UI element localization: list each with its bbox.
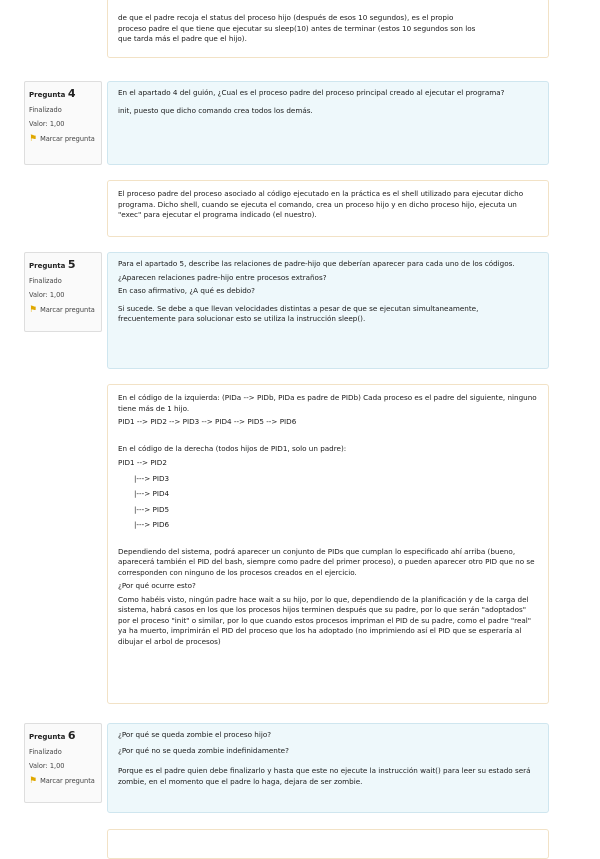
question-prompt: En el apartado 4 del guión, ¿Cual es el proceso padre del proceso principal creado al ejecutar el programa? [118, 88, 505, 97]
question-status: Finalizado [29, 106, 62, 114]
question-info-q4 [24, 81, 102, 165]
question-prompt: En caso afirmativo, ¿A qué es debido? [118, 286, 255, 295]
question-number-value: 5 [67, 258, 76, 271]
flag-question-button[interactable] [29, 306, 97, 315]
question-text-q5 [107, 252, 549, 369]
feedback-line: de que el padre recoja el status del proceso hijo (después de esos 10 segundos), es el propio [118, 13, 454, 22]
tree-item: |---> PID4 [134, 489, 170, 498]
question-label: Pregunta [29, 733, 66, 741]
flag-icon: ⚑ [29, 305, 38, 315]
question-prompt: ¿Por qué no se queda zombie indefinidamente? [118, 745, 289, 755]
question-number-value: 4 [67, 87, 76, 100]
question-label: Pregunta [29, 262, 66, 270]
answer-text: Porque es el padre quien debe finalizarlo y hasta que este no ejecute la instrucción wait() para leer su estado será zombie, en el momento que el padre lo haga, dejara de ser zombie. [118, 766, 531, 786]
question-value: Valor: 1,00 [29, 120, 65, 128]
tree-item: |---> PID3 [134, 473, 170, 483]
answer-text: init, puesto que dicho comando crea todos los demás. [118, 105, 313, 115]
feedback-box-q3 [107, 0, 549, 58]
question-info-q6 [24, 723, 102, 803]
feedback-box-q5 [107, 384, 549, 704]
flag-label: Marcar pregunta [40, 306, 95, 314]
question-prompt: ¿Por qué se queda zombie el proceso hijo? [118, 730, 272, 739]
feedback-box-q6 [107, 829, 549, 859]
feedback-box-q4 [107, 180, 549, 237]
question-number [29, 729, 97, 742]
feedback-text: En el código de la izquierda: (PIDa --> PIDb, PIDa es padre de PIDb) Cada proceso es el padre del siguiente, ninguno tiene más de 1 hijo. [118, 393, 537, 413]
feedback-line: que tarda más el padre que el hijo). [118, 34, 247, 43]
feedback-text: El proceso padre del proceso asociado al código ejecutado en la práctica es el shell utilizado para ejecutar dicho programa. Dicho shell, cuando se ejecuta el comando, crea un proceso hijo y en dicho proceso hijo, ejecuta un "exec" para ejecutar el programa indicado (el nuestro). [118, 189, 524, 219]
tree-item: |---> PID6 [134, 520, 170, 529]
question-value: Valor: 1,00 [29, 762, 65, 770]
question-status: Finalizado [29, 277, 62, 285]
flag-question-button[interactable] [29, 777, 97, 786]
flag-label: Marcar pregunta [40, 777, 95, 785]
feedback-text: PID1 --> PID2 [118, 458, 167, 467]
feedback-text: Como habéis visto, ningún padre hace wait a su hijo, por lo que, dependiendo de la planificación y de la carga del sistema, habrá casos en los que los procesos hijos terminen después que su padre, por lo que serán "adoptados" por el proceso "init" o similar, por lo que cuando estos procesos impriman el PID de su padre, como el padre "real" ya ha muerto, imprimirán el PID del proceso que los ha adoptado (no imprimiendo así el PID que se esperaría al dibujar el arbol de procesos) [118, 594, 532, 646]
feedback-text: En el código de la derecha (todos hijos de PID1, solo un padre): [118, 443, 347, 453]
question-prompt: ¿Aparecen relaciones padre-hijo entre procesos extraños? [118, 272, 327, 282]
answer-text: Si sucede. Se debe a que llevan velocidades distintas a pesar de que se ejecutan simultaneamente, frecuentemente para solucionar esto se utiliza la instrucción sleep(). [118, 303, 479, 323]
tree-item: |---> PID5 [134, 504, 170, 514]
feedback-text: PID1 --> PID2 --> PID3 --> PID4 --> PID5 --> PID6 [118, 417, 297, 426]
question-number-value: 6 [67, 729, 76, 742]
question-number [29, 258, 97, 271]
flag-question-button[interactable] [29, 135, 97, 144]
flag-label: Marcar pregunta [40, 135, 95, 143]
question-value: Valor: 1,00 [29, 291, 65, 299]
feedback-text: ¿Por qué ocurre esto? [118, 581, 196, 590]
question-status: Finalizado [29, 748, 62, 756]
question-prompt: Para el apartado 5, describe las relaciones de padre-hijo que deberían aparecer para cada uno de los códigos. [118, 259, 515, 268]
feedback-line: proceso padre el que tiene que ejecutar su sleep(10) antes de terminar (estos 10 segundos son los [118, 23, 476, 33]
feedback-text: Dependiendo del sistema, podrá aparecer un conjunto de PIDs que cumplan lo especificado ahí arriba (bueno, aparecerá también el PID del bash, siempre como padre del primer proceso), o pueden aparecer otro PID que no se corresponden con ninguno de los procesos creados en el ejercicio. [118, 546, 535, 577]
question-text-q6 [107, 723, 549, 813]
question-text-q4 [107, 81, 549, 165]
flag-icon: ⚑ [29, 134, 38, 144]
flag-icon: ⚑ [29, 776, 38, 786]
question-number [29, 87, 97, 100]
question-info-q5 [24, 252, 102, 332]
question-label: Pregunta [29, 91, 66, 99]
